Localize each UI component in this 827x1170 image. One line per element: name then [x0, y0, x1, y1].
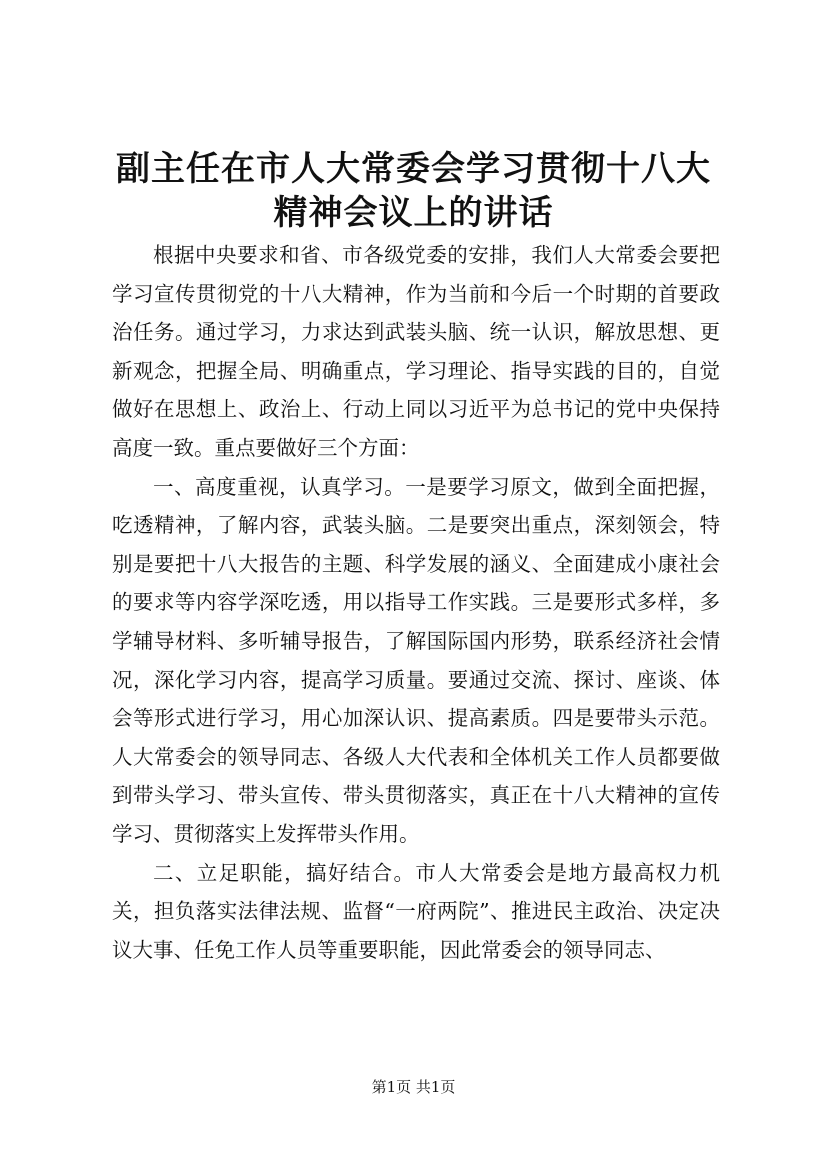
document-body [112, 236, 720, 969]
paragraph-section-one: 一、高度重视，认真学习。一是要学习原文，做到全面把握，吃透精神，了解内容，武装头脑。二是要突出重点，深刻领会，特别是要把十八大报告的主题、科学发展的涵义、全面建成小康社会的要求等内容学深吃透，用以指导工作实践。三是要形式多样，多学辅导材料、多听辅导报告，了解国际国内形势，联系经济社会情况，深化学习内容，提高学习质量。要通过交流、探讨、座谈、体会等形式进行学习，用心加深认识、提高素质。四是要带头示范。人大常委会的领导同志、各级人大代表和全体机关工作人员都要做到带头学习、带头宣传、带头贯彻落实，真正在十八大精神的宣传学习、贯彻落实上发挥带头作用。 [112, 474, 720, 846]
document-title: 副主任在市人大常委会学习贯彻十八大精神会议上的讲话 [116, 149, 711, 233]
page-footer: 第1页 共1页 [371, 1078, 456, 1096]
paragraph-section-two: 二、立足职能，搞好结合。市人大常委会是地方最高权力机关，担负落实法律法规、监督“一府两院”、推进民主政治、决定决议大事、任免工作人员等重要职能，因此常委会的领导同志、 [112, 860, 720, 962]
paragraph-intro: 根据中央要求和省、市各级党委的安排，我们人大常委会要把学习宣传贯彻党的十八大精神，作为当前和今后一个时期的首要政治任务。通过学习，力求达到武装头脑、统一认识，解放思想、更新观念，把握全局、明确重点，学习理论、指导实践的目的，自觉做好在思想上、政治上、行动上同以习近平为总书记的党中央保持高度一致。重点要做好三个方面： [112, 243, 720, 460]
